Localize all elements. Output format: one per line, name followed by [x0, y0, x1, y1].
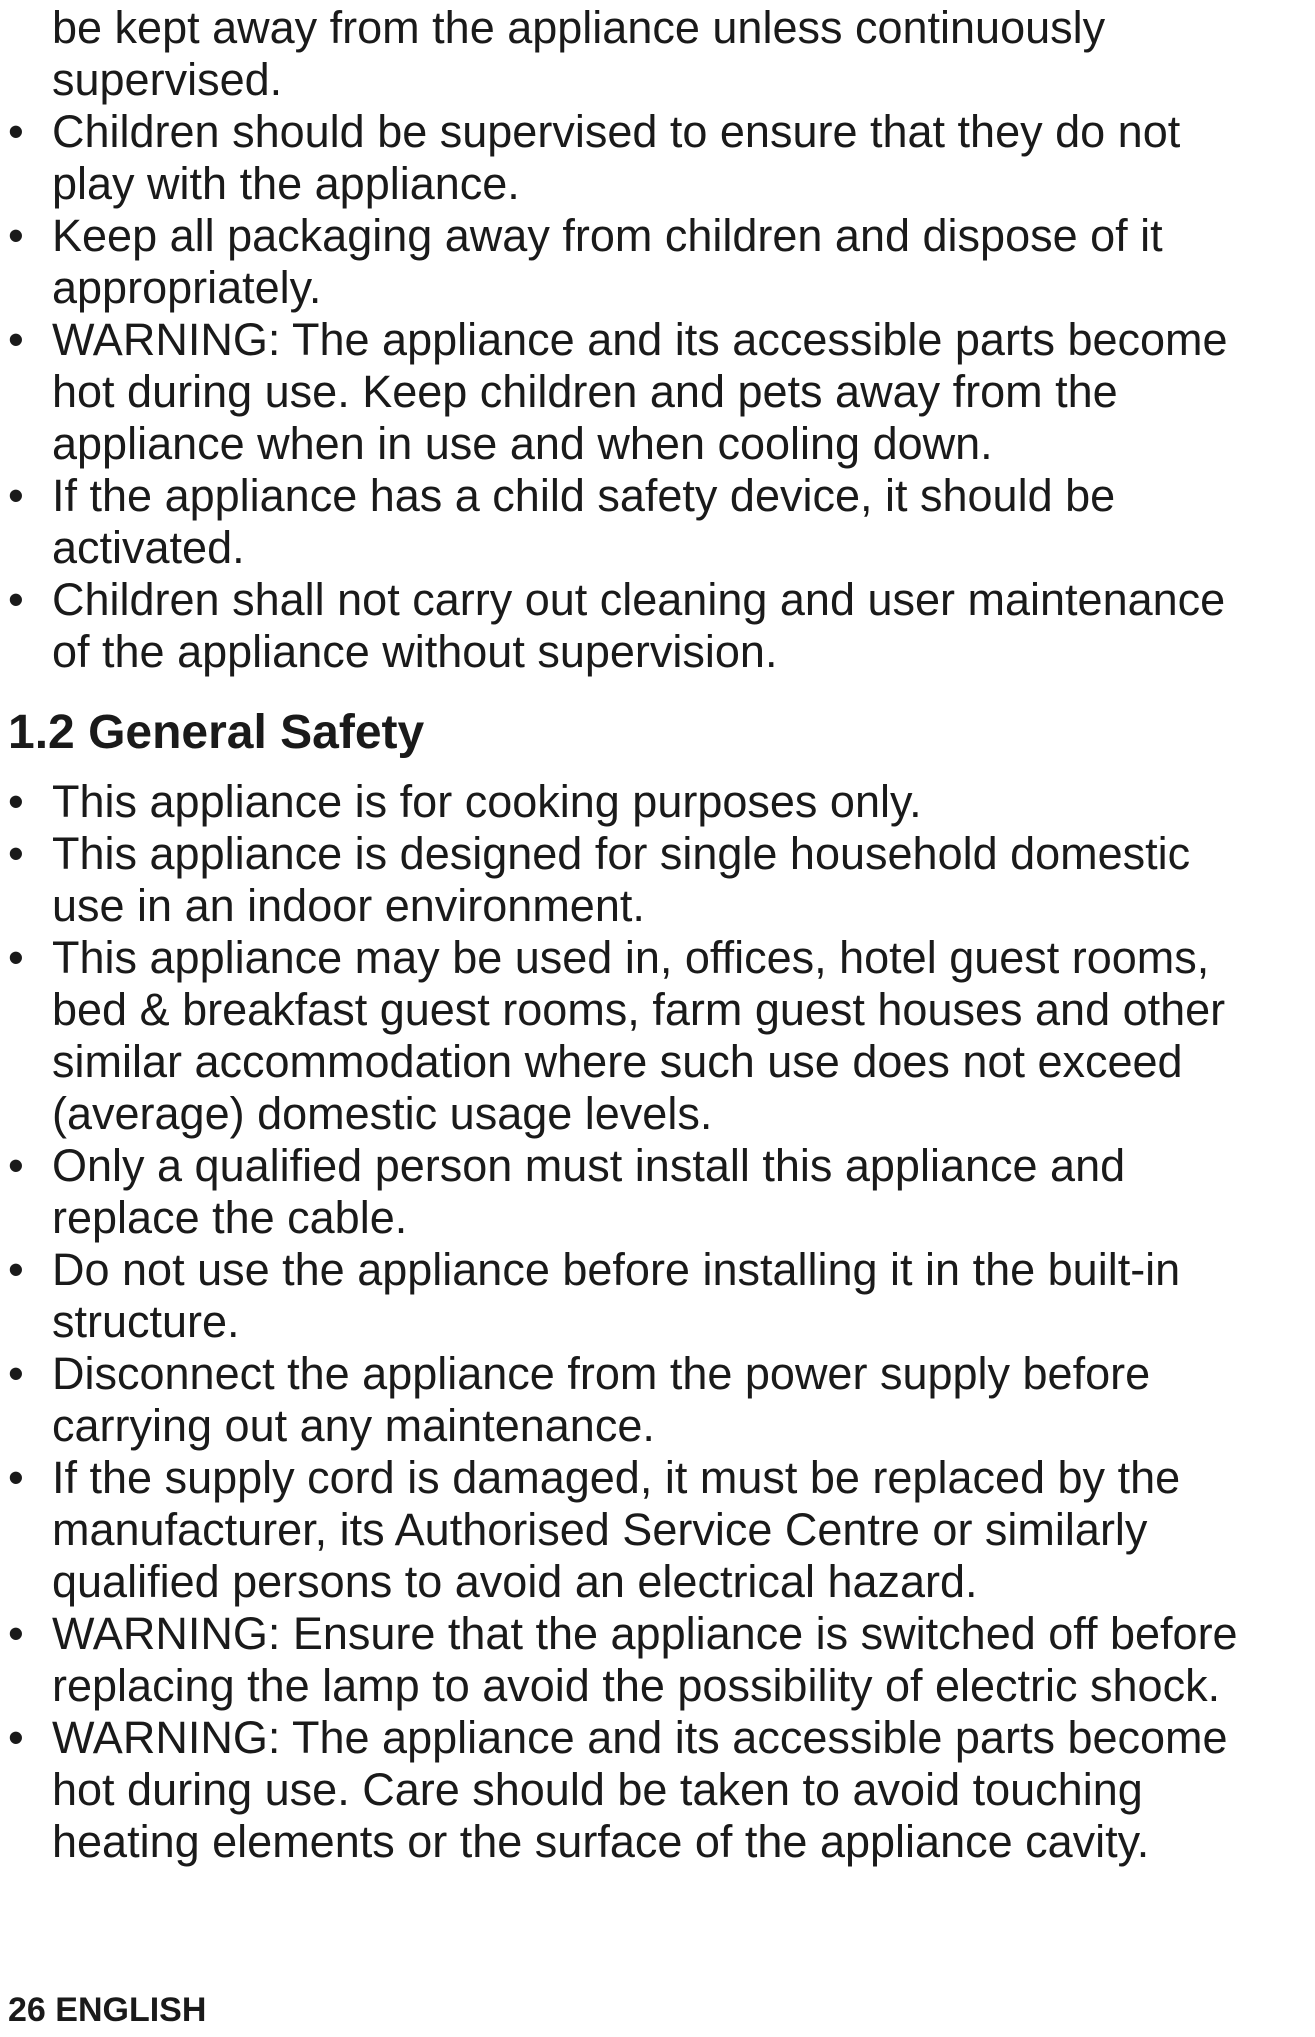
list-item-text: Disconnect the appliance from the power supply before carrying out any maintenance. [52, 1348, 1151, 1451]
list-item-text: If the appliance has a child safety device, it should be activated. [52, 470, 1116, 573]
bullet-icon: • [8, 1348, 24, 1399]
list-item-text: If the supply cord is damaged, it must be replaced by the manufacturer, its Authorised Service Centre or similarly qualified persons to avoid an electrical hazard. [52, 1452, 1181, 1607]
list-item [0, 1608, 1250, 1712]
bullet-icon: • [8, 1712, 24, 1763]
bullet-icon: • [8, 210, 24, 261]
list-item-text: WARNING: The appliance and its accessible parts become hot during use. Keep children and pets away from the appliance when in use and when cooling down. [52, 314, 1228, 469]
list-item [0, 106, 1250, 210]
list-item-text: This appliance is for cooking purposes only. [52, 776, 922, 827]
continued-paragraph: be kept away from the appliance unless continuously supervised. [52, 2, 1106, 105]
list-item-text: Keep all packaging away from children and dispose of it appropriately. [52, 210, 1163, 313]
list-item-text: This appliance may be used in, offices, hotel guest rooms, bed & breakfast guest rooms, farm guest houses and other similar accommodation where such use does not exceed (average) domestic usage levels. [52, 932, 1226, 1139]
child-safety-list [0, 106, 1315, 678]
list-item-text: Only a qualified person must install this appliance and replace the cable. [52, 1140, 1126, 1243]
list-item-text: WARNING: Ensure that the appliance is switched off before replacing the lamp to avoid the possibility of electric shock. [52, 1608, 1238, 1711]
list-item [0, 210, 1250, 314]
bullet-icon: • [8, 1452, 24, 1503]
list-item [0, 828, 1250, 932]
list-item-text: Children shall not carry out cleaning and user maintenance of the appliance without supervision. [52, 574, 1226, 677]
bullet-icon: • [8, 314, 24, 365]
list-item [0, 776, 1250, 828]
list-item [0, 932, 1250, 1140]
bullet-icon: • [8, 470, 24, 521]
bullet-icon: • [8, 574, 24, 625]
list-item [0, 1452, 1250, 1608]
page-footer: 26 ENGLISH [8, 1991, 207, 2029]
general-safety-list [0, 776, 1315, 1868]
bullet-icon: • [8, 932, 24, 983]
list-item-text: Children should be supervised to ensure that they do not play with the appliance. [52, 106, 1181, 209]
list-item [0, 314, 1250, 470]
section-heading: 1.2 General Safety [8, 706, 425, 759]
bullet-icon: • [8, 1244, 24, 1295]
list-item [0, 574, 1250, 678]
bullet-icon: • [8, 776, 24, 827]
bullet-icon: • [8, 1140, 24, 1191]
list-item [0, 1140, 1250, 1244]
list-item [0, 470, 1250, 574]
list-item-text: Do not use the appliance before installing it in the built-in structure. [52, 1244, 1181, 1347]
bullet-icon: • [8, 1608, 24, 1659]
bullet-icon: • [8, 106, 24, 157]
list-item-text: This appliance is designed for single household domestic use in an indoor environment. [52, 828, 1191, 931]
list-item-text: WARNING: The appliance and its accessible parts become hot during use. Care should be taken to avoid touching heating elements or the surface of the appliance cavity. [52, 1712, 1228, 1867]
list-item [0, 1712, 1250, 1868]
list-item [0, 1348, 1250, 1452]
list-item [0, 1244, 1250, 1348]
bullet-icon: • [8, 828, 24, 879]
